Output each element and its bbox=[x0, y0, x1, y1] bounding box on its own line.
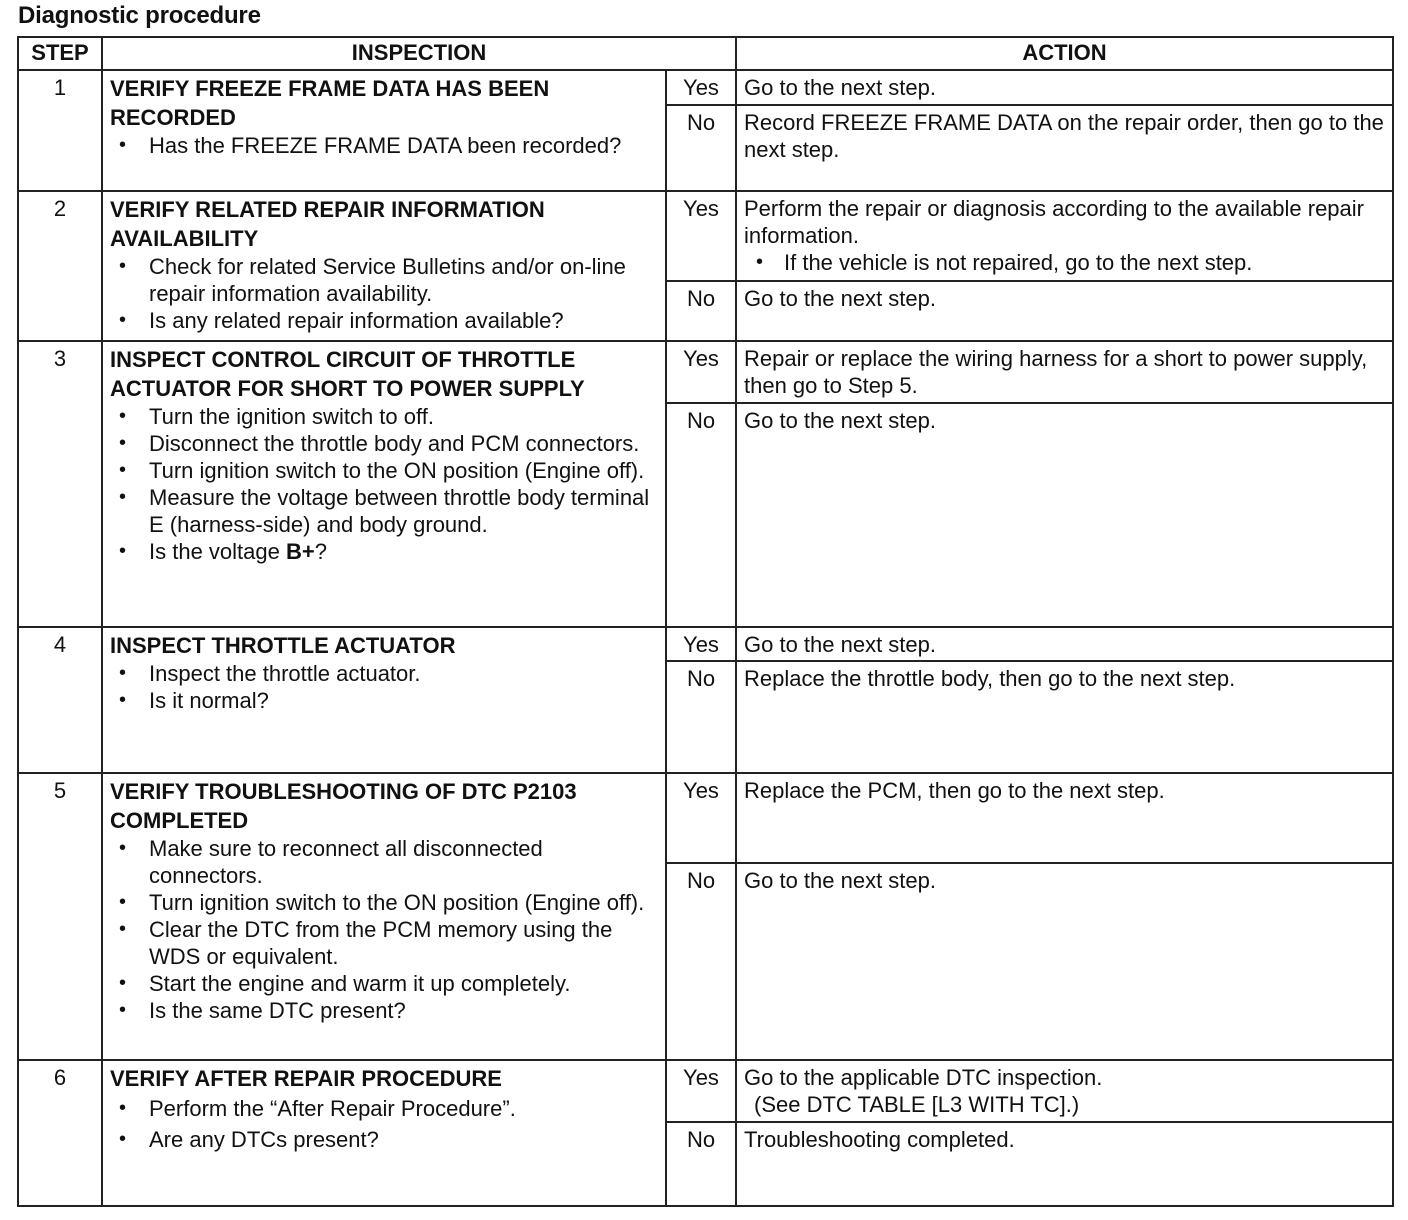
yes-action bbox=[736, 1060, 1393, 1122]
no-action: Go to the next step. bbox=[736, 281, 1393, 341]
bullet-item: • Clear the DTC from the PCM memory using the WDS or equivalent. bbox=[110, 916, 659, 970]
inspection-heading: VERIFY RELATED REPAIR INFORMATION AVAILABILITY bbox=[110, 197, 545, 251]
inspection-cell bbox=[102, 191, 666, 341]
bullet-item: • Is it normal? bbox=[110, 687, 659, 714]
inspection-heading: VERIFY TROUBLESHOOTING OF DTC P2103 COMPLETED bbox=[110, 779, 577, 833]
step-number: 3 bbox=[18, 341, 102, 627]
bullet-item: • Make sure to reconnect all disconnected connectors. bbox=[110, 835, 659, 889]
yes-label: Yes bbox=[666, 1060, 736, 1122]
bullet-text: Is the voltage bbox=[149, 539, 286, 564]
no-action: Go to the next step. bbox=[736, 863, 1393, 1060]
no-action: Troubleshooting completed. bbox=[736, 1122, 1393, 1206]
header-inspection: INSPECTION bbox=[102, 37, 736, 70]
inspection-bullets bbox=[110, 835, 659, 1024]
no-label: No bbox=[666, 281, 736, 341]
no-action: Replace the throttle body, then go to the next step. bbox=[736, 661, 1393, 773]
bullet-item bbox=[110, 538, 659, 565]
inspection-bullets bbox=[110, 1093, 659, 1155]
step-row-2-yes bbox=[18, 191, 1393, 281]
no-label: No bbox=[666, 661, 736, 773]
yes-action: Repair or replace the wiring harness for a short to power supply, then go to Step 5. bbox=[736, 341, 1393, 403]
bullet-item: • Disconnect the throttle body and PCM connectors. bbox=[110, 430, 659, 457]
page-title: Diagnostic procedure bbox=[18, 2, 261, 29]
bullet-item: • Start the engine and warm it up completely. bbox=[110, 970, 659, 997]
step-row-3-yes bbox=[18, 341, 1393, 403]
bullet-item: • Measure the voltage between throttle body terminal E (harness-side) and body ground. bbox=[110, 484, 659, 538]
diagnostic-table bbox=[17, 36, 1394, 1207]
bullet-item: • Has the FREEZE FRAME DATA been recorded? bbox=[110, 132, 659, 159]
step-row-6-yes bbox=[18, 1060, 1393, 1122]
inspection-cell bbox=[102, 627, 666, 773]
step-row-1-yes bbox=[18, 70, 1393, 105]
bullet-item: • Perform the “After Repair Procedure”. bbox=[110, 1093, 659, 1124]
no-label: No bbox=[666, 403, 736, 627]
inspection-heading: VERIFY FREEZE FRAME DATA HAS BEEN RECORDED bbox=[110, 76, 550, 130]
step-row-4-yes bbox=[18, 627, 1393, 661]
yes-action bbox=[736, 191, 1393, 281]
step-number: 1 bbox=[18, 70, 102, 191]
inspection-cell bbox=[102, 1060, 666, 1206]
bullet-suffix: ? bbox=[314, 539, 327, 564]
yes-action: Replace the PCM, then go to the next step. bbox=[736, 773, 1393, 863]
no-label: No bbox=[666, 1122, 736, 1206]
yes-label: Yes bbox=[666, 191, 736, 281]
header-row bbox=[18, 37, 1393, 70]
inspection-bullets bbox=[110, 403, 659, 565]
yes-action-text: Perform the repair or diagnosis according to the available repair information. bbox=[744, 196, 1364, 248]
inspection-heading: VERIFY AFTER REPAIR PROCEDURE bbox=[110, 1066, 502, 1091]
yes-action: Go to the next step. bbox=[736, 627, 1393, 661]
bullet-item: • Are any DTCs present? bbox=[110, 1124, 659, 1155]
no-label: No bbox=[666, 105, 736, 191]
inspection-heading: INSPECT CONTROL CIRCUIT OF THROTTLE ACTUATOR FOR SHORT TO POWER SUPPLY bbox=[110, 347, 585, 401]
yes-label: Yes bbox=[666, 627, 736, 661]
bullet-item: • Turn ignition switch to the ON position (Engine off). bbox=[110, 457, 659, 484]
sub-bullet-item: • If the vehicle is not repaired, go to the next step. bbox=[744, 249, 1386, 276]
bullet-item: • Turn the ignition switch to off. bbox=[110, 403, 659, 430]
step-number: 2 bbox=[18, 191, 102, 341]
yes-label: Yes bbox=[666, 773, 736, 863]
yes-action: Go to the next step. bbox=[736, 70, 1393, 105]
yes-action-reference: (See DTC TABLE [L3 WITH TC].) bbox=[754, 1092, 1080, 1117]
inspection-heading: INSPECT THROTTLE ACTUATOR bbox=[110, 633, 456, 658]
inspection-cell bbox=[102, 70, 666, 191]
bullet-item: • Turn ignition switch to the ON position (Engine off). bbox=[110, 889, 659, 916]
step-row-5-yes bbox=[18, 773, 1393, 863]
yes-action-sub-bullets bbox=[744, 249, 1386, 276]
inspection-bullets bbox=[110, 253, 659, 334]
inspection-cell bbox=[102, 773, 666, 1060]
bullet-item: • Is the same DTC present? bbox=[110, 997, 659, 1024]
no-action: Go to the next step. bbox=[736, 403, 1393, 627]
bullet-item: • Check for related Service Bulletins and/or on-line repair information availability. bbox=[110, 253, 659, 307]
header-step: STEP bbox=[18, 37, 102, 70]
step-number: 5 bbox=[18, 773, 102, 1060]
yes-label: Yes bbox=[666, 341, 736, 403]
inspection-cell bbox=[102, 341, 666, 627]
inspection-bullets bbox=[110, 132, 659, 159]
bullet-bold-value: B+ bbox=[285, 539, 315, 564]
no-label: No bbox=[666, 863, 736, 1060]
yes-action-text: Go to the applicable DTC inspection. bbox=[744, 1065, 1103, 1090]
step-number: 4 bbox=[18, 627, 102, 773]
inspection-bullets bbox=[110, 660, 659, 714]
bullet-item: • Is any related repair information available? bbox=[110, 307, 659, 334]
bullet-item: • Inspect the throttle actuator. bbox=[110, 660, 659, 687]
yes-label: Yes bbox=[666, 70, 736, 105]
header-action: ACTION bbox=[736, 37, 1393, 70]
no-action: Record FREEZE FRAME DATA on the repair order, then go to the next step. bbox=[736, 105, 1393, 191]
step-number: 6 bbox=[18, 1060, 102, 1206]
